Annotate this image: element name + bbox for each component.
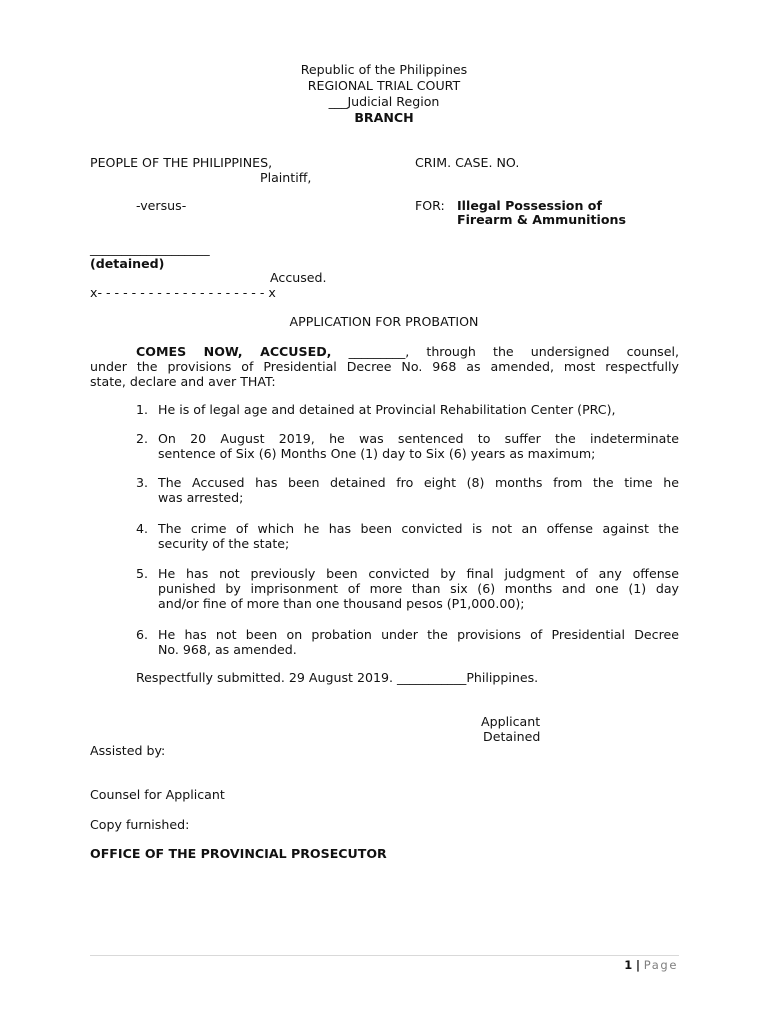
page-footer: [624, 958, 678, 972]
assisted-by: Assisted by:: [90, 743, 166, 758]
item-4-text: [158, 521, 679, 551]
item-line: punished by imprisonment of more than six (6) months and one (1) day: [158, 581, 679, 596]
caption-accused: Accused.: [270, 270, 327, 285]
item-line: He is of legal age and detained at Provincial Rehabilitation Center (PRC),: [158, 402, 616, 417]
caption-detained: (detained): [90, 256, 165, 271]
item-line: The Accused has been detained fro eight (8) months from the time he: [158, 475, 679, 490]
caption-offense-line1: Illegal Possession of: [457, 198, 602, 213]
applicant-status: Detained: [483, 729, 541, 744]
item-line: and/or fine of more than one thousand pesos (P1,000.00);: [158, 596, 525, 611]
intro-line-2: under the provisions of Presidential Decree No. 968 as amended, most respectfully: [90, 359, 679, 374]
item-line: No. 968, as amended.: [158, 642, 297, 657]
caption-case-no: CRIM. CASE. NO.: [415, 155, 520, 170]
applicant-label: Applicant: [481, 714, 541, 729]
item-2-number: 2.: [136, 431, 149, 446]
footer-rule: [90, 955, 679, 956]
item-line: He has not been on probation under the provisions of Presidential Decree: [158, 627, 679, 642]
item-line: On 20 August 2019, he was sentenced to suffer the indeterminate: [158, 431, 679, 446]
header-republic: Republic of the Philippines: [300, 62, 468, 77]
page-word: Page: [643, 958, 678, 972]
counsel-for-applicant: Counsel for Applicant: [90, 787, 225, 802]
caption-party: PEOPLE OF THE PHILIPPINES,: [90, 155, 273, 170]
header-region: ___Judicial Region: [328, 94, 440, 109]
item-line: He has not previously been convicted by final judgment of any offense: [158, 566, 679, 581]
office-of-prosecutor: OFFICE OF THE PROVINCIAL PROSECUTOR: [90, 846, 387, 861]
item-2-text: [158, 431, 679, 461]
intro-line-3: state, declare and aver THAT:: [90, 374, 276, 389]
item-5-number: 5.: [136, 566, 149, 581]
item-line: was arrested;: [158, 490, 244, 505]
page-number: 1: [624, 958, 633, 972]
intro-line-1-rest: _________, through the undersigned counsel,: [331, 344, 679, 359]
header-court: REGIONAL TRIAL COURT: [307, 78, 461, 93]
page-separator: |: [635, 958, 641, 972]
item-line: security of the state;: [158, 536, 290, 551]
item-3-number: 3.: [136, 475, 149, 490]
header-branch: BRANCH: [354, 110, 414, 125]
item-1-text: [158, 402, 679, 417]
item-line: The crime of which he has been convicted is not an offense against the: [158, 521, 679, 536]
caption-separator: x- - - - - - - - - - - - - - - - - - - - x: [90, 285, 276, 300]
caption-versus: -versus-: [136, 198, 187, 213]
item-5-text: [158, 566, 679, 611]
intro-paragraph: [90, 344, 679, 389]
caption-for-label: FOR:: [415, 198, 445, 213]
caption-accused-blank: ___________________: [90, 241, 210, 256]
copy-furnished: Copy furnished:: [90, 817, 190, 832]
caption-plaintiff: Plaintiff,: [260, 170, 312, 185]
item-4-number: 4.: [136, 521, 149, 536]
item-line: sentence of Six (6) Months One (1) day to Six (6) years as maximum;: [158, 446, 596, 461]
caption-offense-line2: Firearm & Ammunitions: [457, 212, 626, 227]
item-6-text: [158, 627, 679, 657]
item-3-text: [158, 475, 679, 505]
intro-bold: COMES NOW, ACCUSED,: [136, 344, 332, 359]
item-1-number: 1.: [136, 402, 149, 417]
item-6-number: 6.: [136, 627, 149, 642]
document-title: APPLICATION FOR PROBATION: [289, 314, 479, 329]
intro-line-1: [90, 344, 679, 359]
respectfully-submitted: Respectfully submitted. 29 August 2019. ___________Philippines.: [136, 670, 539, 685]
